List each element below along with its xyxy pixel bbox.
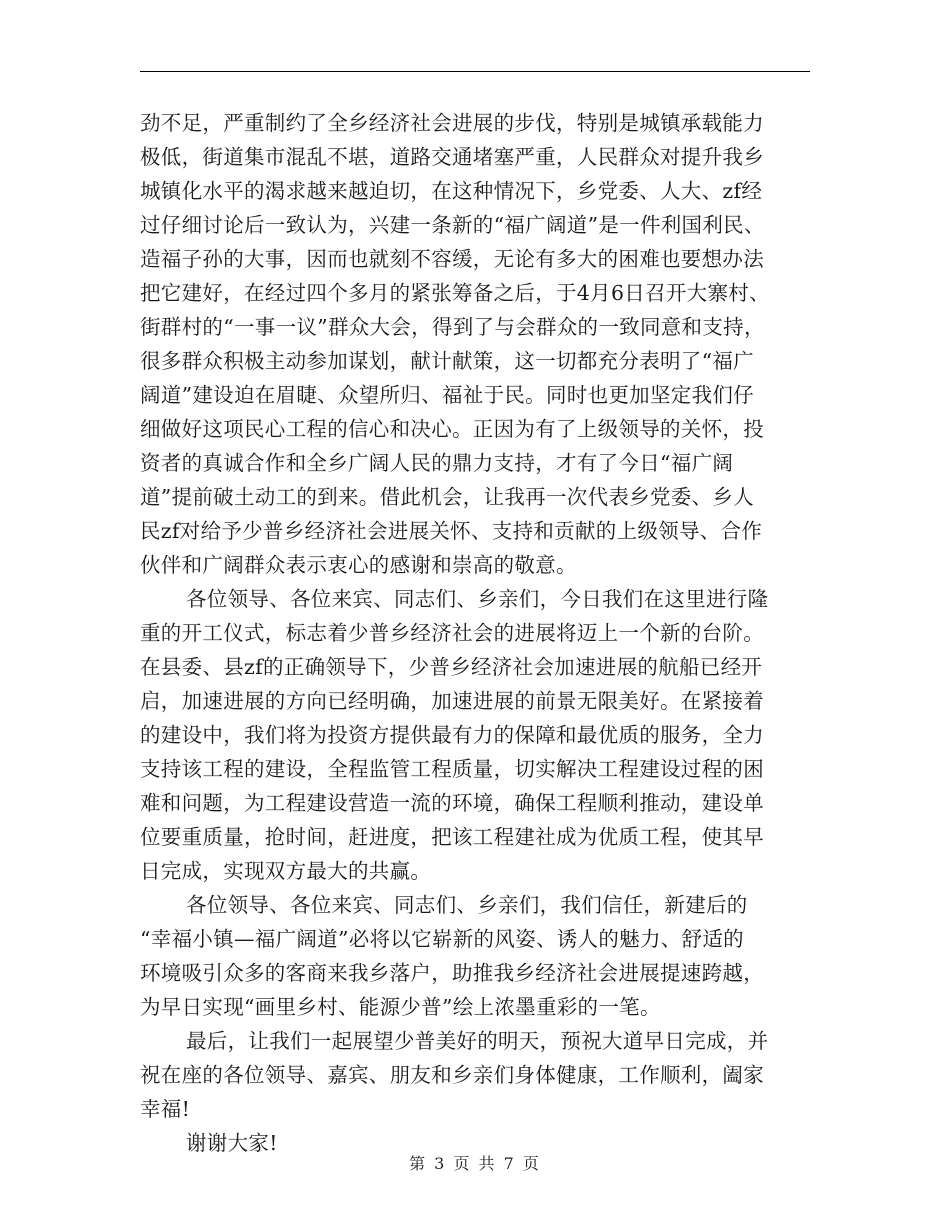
text-line: 阔道”建设迫在眉睫、众望所归、福祉于民。同时也更加坚定我们仔: [140, 383, 754, 407]
text-line: 伙伴和广阔群众表示衷心的感谢和崇高的敬意。: [140, 553, 577, 577]
text-line: “幸福小镇—福广阔道”必将以它崭新的风姿、诱人的魅力、舒适的: [140, 927, 744, 951]
header-rule: [140, 71, 810, 72]
text-line: 位要重质量，抢时间，赶进度，把该工程建社成为优质工程，使其早: [140, 825, 764, 849]
text-line: 环境吸引众多的客商来我乡落户，助推我乡经济社会进展提速跨越，: [140, 961, 764, 985]
text-line: 城镇化水平的渴求越来越迫切，在这种情况下，乡党委、人大、zf经: [140, 179, 763, 203]
text-line: 资者的真诚合作和全乡广阔人民的鼎力支持，才有了今日“福广阔: [140, 451, 734, 475]
paragraph-first-line: 各位领导、各位来宾、同志们、乡亲们，今日我们在这里进行隆: [186, 587, 769, 611]
text-line: 劲不足，严重制约了全乡经济社会进展的步伐，特别是城镇承载能力: [140, 111, 764, 135]
paragraph-first-line: 谢谢大家!: [186, 1131, 278, 1155]
text-line: 启，加速进展的方向已经明确，加速进展的前景无限美好。在紧接着: [140, 689, 764, 713]
text-line: 支持该工程的建设，全程监管工程质量，切实解决工程建设过程的困: [140, 757, 764, 781]
text-line: 的建设中，我们将为投资方提供最有力的保障和最优质的服务，全力: [140, 723, 764, 747]
text-line: 在县委、县zf的正确领导下，少普乡经济社会加速进展的航船已经开: [140, 655, 763, 679]
text-line: 民zf对给予少普乡经济社会进展关怀、支持和贡献的上级领导、合作: [140, 519, 763, 543]
paragraph-first-line: 各位领导、各位来宾、同志们、乡亲们，我们信任，新建后的: [186, 893, 748, 917]
document-body: [140, 106, 812, 1160]
text-line: 日完成，实现双方最大的共赢。: [140, 859, 432, 883]
text-line: 过仔细讨论后一致认为，兴建一条新的“福广阔道”是一件利国利民、: [140, 213, 765, 237]
text-line: 极低，街道集市混乱不堪，道路交通堵塞严重，人民群众对提升我乡: [140, 145, 764, 169]
text-line: 造福子孙的大事，因而也就刻不容缓，无论有多大的困难也要想办法: [140, 247, 764, 271]
text-line: 幸福!: [140, 1097, 191, 1121]
text-line: 祝在座的各位领导、嘉宾、朋友和乡亲们身体健康，工作顺利，阖家: [140, 1063, 764, 1087]
text-line: 细做好这项民心工程的信心和决心。正因为有了上级领导的关怀，投: [140, 417, 764, 441]
text-line: 难和问题，为工程建设营造一流的环境，确保工程顺利推动，建设单: [140, 791, 764, 815]
text-line: 道”提前破土动工的到来。借此机会，让我再一次代表乡党委、乡人: [140, 485, 754, 509]
text-line: 街群村的“一事一议”群众大会，得到了与会群众的一致同意和支持，: [140, 315, 765, 339]
page-number: 第 3 页 共 7 页: [409, 1154, 541, 1173]
text-line: 很多群众积极主动参加谋划，献计献策，这一切都充分表明了“福广: [140, 349, 754, 373]
paragraph-first-line: 最后，让我们一起展望少普美好的明天，预祝大道早日完成，并: [186, 1029, 769, 1053]
text-line: 把它建好，在经过四个多月的紧张筹备之后，于4月6日召开大寨村、: [140, 281, 770, 305]
text-line: 重的开工仪式，标志着少普乡经济社会的进展将迈上一个新的台阶。: [140, 621, 764, 645]
text-line: 为早日实现“画里乡村、能源少普”绘上浓墨重彩的一笔。: [140, 995, 661, 1019]
